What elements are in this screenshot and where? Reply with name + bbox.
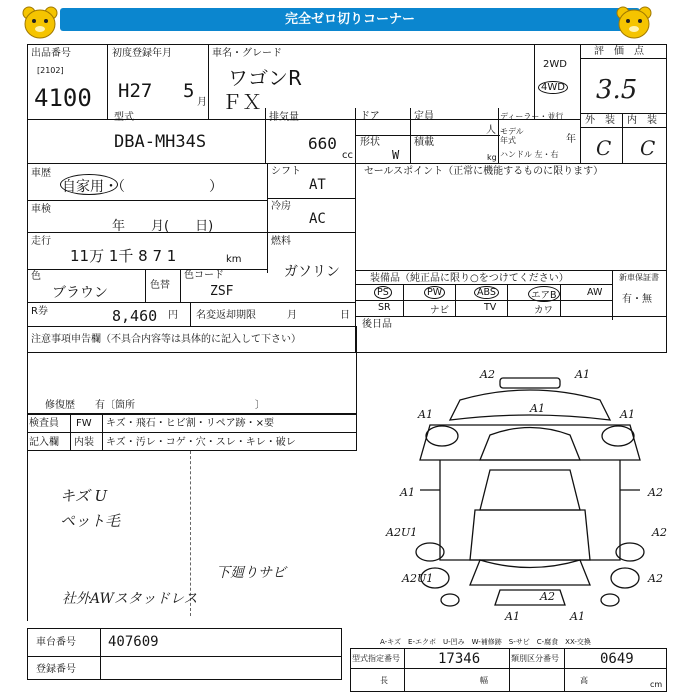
displacement: 660 [308, 134, 337, 153]
shift-label: シフト [271, 166, 301, 177]
lot-sub: [2102] [37, 66, 64, 75]
equipment-label: 装備品（純正品に限り○をつけてください） [370, 273, 569, 284]
page-banner: 完全ゼロ切りコーナー [60, 8, 640, 31]
equipment-tv: TV [484, 302, 497, 313]
interior-label: 内 装 [627, 115, 657, 126]
damage-mark: A2 [540, 590, 555, 603]
equipment-airbag: エアB [528, 286, 560, 302]
model-label: 型式 [114, 112, 134, 123]
category-label: 類別区分番号 [511, 654, 559, 663]
history-selected-circle [60, 174, 118, 195]
inspector-fw: FW [76, 418, 92, 429]
load-label: 積載 [414, 137, 434, 148]
inspector-items: キズ・飛石・ヒビ割・リペア跡・×要 [106, 418, 274, 429]
transfer-label: 名変返却期限 [196, 310, 256, 321]
registration-label: 登録番号 [36, 664, 76, 675]
person-unit: 人 [486, 125, 496, 136]
equipment-kawa: カワ [534, 305, 554, 316]
repair-history-label: 修復歴 有〔箇所 〕 [45, 400, 265, 411]
transfer-month: 月 [287, 310, 297, 321]
designation-number: 17346 [438, 651, 481, 667]
equipment-ps: PS [374, 286, 392, 299]
equipment-pw: PW [424, 286, 445, 299]
first-reg-month: 5 [183, 80, 195, 102]
entry-items: キズ・汚レ・コゲ・穴・スレ・キレ・破レ [106, 437, 296, 448]
r-ticket-label: R券 [31, 306, 48, 317]
sales-points-label: セールスポイント（正常に機能するものに限ります） [364, 166, 604, 177]
inspector-label: 検査員 [29, 418, 59, 429]
entry-interior: 内装 [74, 437, 94, 448]
drive-4wd: 4WD [538, 81, 568, 94]
bear-mascot-icon [614, 4, 654, 40]
equipment-sr: SR [378, 302, 391, 313]
car-name-label: 車名・グレード [212, 48, 282, 59]
damage-mark: A2U1 [402, 572, 434, 585]
fuel: ガソリン [284, 264, 340, 280]
damage-mark: A1 [505, 610, 520, 623]
notes-label: 注意事項申告欄（不具合内容等は具体的に記入して下さい） [31, 334, 301, 345]
color-code-label: 色コード [184, 270, 224, 281]
length-label: 長 [380, 676, 388, 685]
ac: AC [309, 211, 326, 227]
damage-mark: A1 [530, 402, 545, 415]
drive-2wd: 2WD [543, 59, 567, 70]
shape: W [392, 148, 400, 162]
damage-mark: A2U1 [386, 526, 418, 539]
category-number: 0649 [600, 651, 634, 667]
first-reg-label: 初度登録年月 [112, 48, 172, 59]
inspection-label: 車検 [31, 204, 51, 215]
diagram-legend: A-キズ E-エクボ U-凹み W-補修跡 S-サビ C-腐食 XX-交換 [380, 638, 591, 646]
equipment-abs: ABS [474, 286, 499, 299]
model-year-label: モデル年式 [500, 127, 524, 145]
shape-label: 形状 [360, 137, 380, 148]
rear-seat-label: 後日品 [362, 319, 392, 330]
damage-mark: A1 [575, 368, 590, 381]
height-label: 高 [580, 676, 588, 685]
damage-mark: A2 [480, 368, 495, 381]
rating-value: 3.5 [596, 75, 638, 105]
exterior-grade: C [596, 136, 612, 160]
grade: ＦＸ [222, 90, 262, 114]
fuel-label: 燃料 [271, 236, 291, 247]
equipment-aw: AW [587, 287, 603, 298]
exterior-label: 外 装 [585, 115, 615, 126]
color-value: ブラウン [52, 285, 108, 301]
month-unit: 月 [197, 97, 207, 108]
inspection-value: 年 月( 日) [112, 219, 214, 234]
note-underbody: 下廻りサビ [216, 565, 286, 581]
chassis-number: 407609 [108, 634, 159, 650]
displacement-label: 排気量 [269, 112, 299, 123]
cc-unit: cc [342, 150, 353, 161]
entry-label: 記入欄 [29, 437, 59, 448]
note-wheels: 社外AWスタッドレス [62, 591, 198, 607]
color-code: ZSF [210, 284, 234, 299]
model: DBA-MH34S [114, 132, 207, 152]
interior-grade: C [640, 136, 656, 160]
ac-label: 冷房 [271, 201, 291, 212]
yen-unit: 円 [168, 310, 178, 321]
capacity-label: 定員 [414, 111, 434, 122]
year-unit: 年 [566, 134, 576, 145]
chassis-label: 車台番号 [36, 637, 76, 648]
damage-mark: A1 [620, 408, 635, 421]
damage-mark: A2 [648, 486, 663, 499]
damage-mark: A2 [652, 526, 667, 539]
car-name: ワゴンR [228, 66, 302, 90]
lot-number: 4100 [34, 84, 92, 112]
km-unit: km [226, 254, 242, 265]
history-label: 車歴 [31, 168, 51, 179]
cm-unit: cm [650, 680, 663, 689]
note-scratch: キズ U [60, 487, 108, 505]
transfer-day: 日 [340, 310, 350, 321]
lot-label: 出品番号 [31, 48, 71, 59]
r-ticket-value: 8,460 [112, 307, 158, 325]
color-label: 色 [31, 271, 41, 282]
bear-mascot-icon [20, 4, 60, 40]
damage-mark: A2 [648, 572, 663, 585]
equipment-navi: ナビ [430, 305, 450, 316]
designation-label: 型式指定番号 [352, 654, 400, 663]
damage-mark: A1 [570, 610, 585, 623]
mileage-value: 11万 1千 8 7 1 [70, 247, 177, 265]
door-label: ドア [360, 111, 380, 122]
rating-label: 評 価 点 [594, 46, 644, 57]
repaint-label: 色替 [150, 280, 170, 291]
history-value: 自家用・（ ） [62, 179, 223, 195]
damage-mark: A1 [400, 486, 415, 499]
width-label: 幅 [480, 676, 488, 685]
damage-mark: A1 [418, 408, 433, 421]
shift: AT [309, 177, 326, 193]
first-reg-year: H27 [118, 80, 153, 102]
dealer-label: ディーラー・並行 [500, 112, 564, 121]
recycle-label: 新車保証書 [619, 273, 659, 282]
kg-unit: kg [487, 153, 497, 162]
mileage-label: 走行 [31, 236, 51, 247]
vehicle-damage-diagram [380, 360, 680, 630]
note-pet-hair: ペット毛 [60, 512, 121, 530]
handle-label: ハンドル 左・右 [500, 150, 559, 159]
recycle-value: 有・無 [622, 294, 652, 305]
